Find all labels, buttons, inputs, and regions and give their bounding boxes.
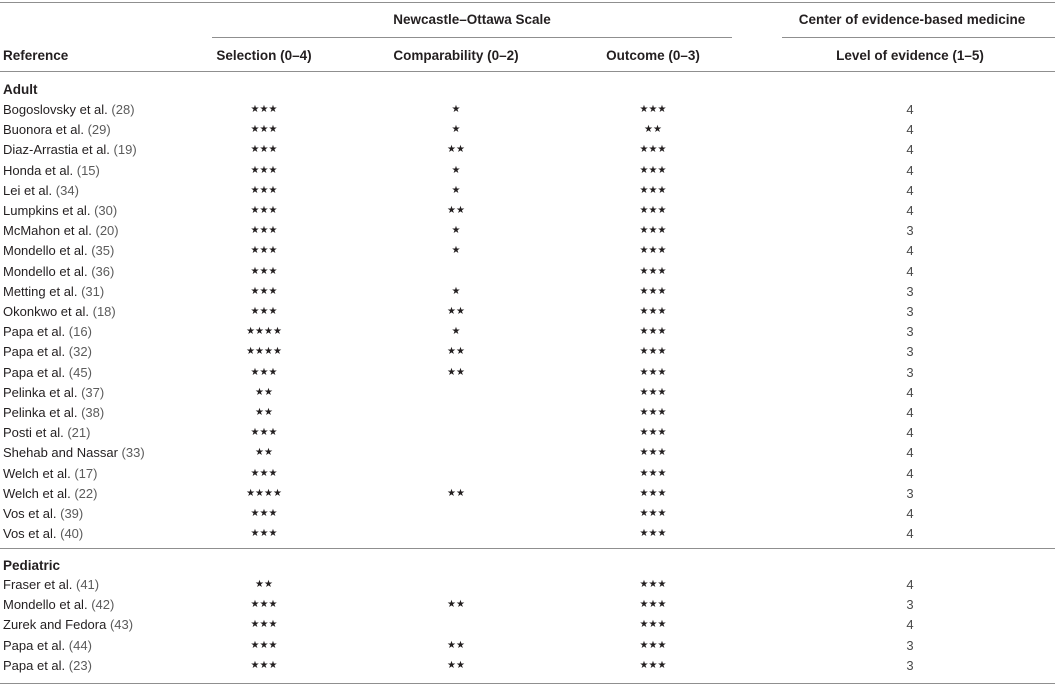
reference-cell [3,181,79,201]
reference-name: Welch et al. [3,485,71,501]
comparability-stars: ★★ [447,144,465,156]
reference-name: Shehab and Nassar [3,445,118,461]
comparability-stars [380,383,532,403]
level-of-evidence: 4 [906,263,914,279]
selection-stars: ★★★★ [246,346,282,358]
table-row [0,120,1055,140]
reference-cell [3,363,92,383]
reference-cell [3,403,104,423]
citation-number: (21) [67,425,91,441]
reference-cell [3,524,83,544]
comparability-stars [380,423,532,443]
level-of-evidence: 4 [906,203,914,218]
outcome-stars: ★★★ [639,184,667,196]
reference-cell [3,120,111,140]
selection-stars: ★★★ [250,164,278,176]
citation-number: (32) [68,344,92,360]
reference-name: Posti et al. [3,425,64,441]
table-row [0,504,1055,524]
reference-name: Mondello et al. [3,597,88,613]
reference-cell [3,615,133,635]
citation-number: (45) [68,364,92,380]
level-of-evidence: 4 [906,182,914,198]
level-of-evidence: 4 [906,243,914,259]
reference-name: Papa et al. [3,637,66,653]
selection-stars: ★★★ [250,619,278,631]
reference-name: Zurek and Fedora [3,617,107,633]
level-of-evidence: 4 [906,526,914,542]
reference-name: Vos et al. [3,526,57,542]
table-row [0,100,1055,120]
outcome-stars: ★★★ [639,346,667,358]
comparability-stars: ★★ [447,205,465,216]
selection-stars: ★★★ [250,508,278,519]
citation-number: (28) [111,102,135,117]
reference-cell [3,423,90,443]
top-rule [0,2,1055,3]
level-of-evidence: 3 [906,344,914,360]
group-header-cebm: Center of evidence-based medicine [798,12,1026,27]
reference-name: Pelinka et al. [3,384,78,400]
outcome-stars: ★★★ [639,245,667,257]
citation-number: (40) [60,526,84,542]
level-of-evidence: 3 [906,364,914,380]
reference-name: Mondello et al. [3,243,88,259]
section-title-adult: Adult [3,82,38,97]
citation-number: (41) [75,577,100,592]
level-of-evidence: 4 [906,405,914,420]
reference-name: Papa et al. [3,344,66,360]
reference-cell [3,221,119,241]
table-row [0,595,1055,615]
citation-number: (17) [74,465,98,481]
citation-number: (39) [60,506,84,521]
selection-stars: ★★★ [250,104,278,115]
column-header-level: Level of evidence (1–5) [836,48,984,63]
table-row [0,363,1055,383]
table-row [0,464,1055,484]
comparability-stars: ★★ [447,487,465,499]
comparability-stars: ★★ [447,639,465,651]
outcome-stars: ★★★ [639,528,667,540]
table-row [0,423,1055,443]
section-divider-rule [0,548,1055,549]
outcome-stars: ★★★ [639,599,667,611]
citation-number: (30) [94,203,118,218]
reference-cell [3,140,137,160]
comparability-stars [380,443,532,463]
reference-cell [3,262,114,282]
reference-cell [3,504,83,524]
table-row [0,403,1055,423]
level-of-evidence: 4 [906,142,914,158]
citation-number: (15) [76,162,100,178]
table-row [0,282,1055,302]
selection-stars: ★★ [255,407,273,418]
reference-name: Pelinka et al. [3,405,78,420]
reference-cell [3,241,114,261]
outcome-stars: ★★★ [639,306,667,317]
comparability-stars: ★ [451,245,461,257]
reference-cell [3,656,92,676]
level-of-evidence: 4 [906,465,914,481]
selection-stars: ★★★ [250,528,278,540]
outcome-stars: ★★★ [639,467,667,479]
level-of-evidence: 4 [906,162,914,178]
comparability-stars: ★ [451,285,461,297]
selection-stars: ★★★ [250,306,278,317]
table-row [0,201,1055,221]
reference-name: Papa et al. [3,324,66,340]
table-row [0,181,1055,201]
citation-number: (20) [95,223,119,239]
nos-group-rule [212,37,732,38]
level-of-evidence: 3 [906,304,914,319]
level-of-evidence: 4 [906,617,914,633]
outcome-stars: ★★★ [639,407,667,418]
column-header-outcome: Outcome (0–3) [606,48,700,63]
reference-name: Vos et al. [3,506,57,521]
reference-name: Buonora et al. [3,122,84,138]
citation-number: (23) [68,657,92,673]
citation-number: (16) [68,324,92,340]
level-of-evidence: 3 [906,637,914,653]
comparability-stars: ★ [451,164,461,176]
citation-number: (18) [92,304,116,319]
bottom-rule [0,683,1055,684]
citation-number: (35) [91,243,115,259]
column-header-comparability: Comparability (0–2) [393,48,519,63]
reference-cell [3,322,92,342]
citation-number: (19) [113,142,137,158]
reference-cell [3,161,100,181]
table-row [0,443,1055,463]
table-row [0,636,1055,656]
reference-name: Okonkwo et al. [3,304,89,319]
level-of-evidence: 4 [906,445,914,461]
reference-cell [3,100,135,120]
citation-number: (43) [109,617,134,633]
outcome-stars: ★★★ [639,639,667,651]
outcome-stars: ★★ [644,124,662,136]
reference-cell [3,282,104,302]
outcome-stars: ★★★ [639,619,667,631]
outcome-stars: ★★★ [639,487,667,499]
outcome-stars: ★★★ [639,508,667,519]
reference-cell [3,383,104,403]
table-row [0,302,1055,322]
reference-name: Papa et al. [3,364,66,380]
comparability-stars [380,504,532,524]
selection-stars: ★★★ [250,184,278,196]
reference-cell [3,201,117,221]
level-of-evidence: 4 [906,506,914,521]
table-row [0,140,1055,160]
comparability-stars: ★★ [447,599,465,611]
reference-cell [3,595,114,615]
outcome-stars: ★★★ [639,326,667,338]
comparability-stars: ★★ [447,346,465,358]
outcome-stars: ★★★ [639,104,667,115]
selection-stars: ★★ [255,386,273,398]
selection-stars: ★★★ [250,265,278,277]
table-row [0,322,1055,342]
reference-name: Fraser et al. [3,577,73,592]
comparability-stars [380,262,532,282]
table-row [0,262,1055,282]
level-of-evidence: 3 [906,324,914,340]
citation-number: (42) [91,597,115,613]
selection-stars: ★★★★ [246,326,282,338]
reference-name: Lei et al. [3,182,53,198]
comparability-stars: ★ [451,326,461,338]
level-of-evidence: 4 [906,425,914,441]
section-title-pediatric: Pediatric [3,558,61,573]
citation-number: (37) [81,384,105,400]
level-of-evidence: 4 [906,102,914,117]
level-of-evidence: 3 [906,223,914,239]
citation-number: (33) [121,445,145,461]
selection-stars: ★★★ [250,245,278,257]
selection-stars: ★★★ [250,366,278,378]
selection-stars: ★★★ [250,144,278,156]
reference-name: Metting et al. [3,283,78,299]
reference-cell [3,636,92,656]
citation-number: (31) [81,283,105,299]
table-row [0,221,1055,241]
selection-stars: ★★★ [250,639,278,651]
table-row [0,383,1055,403]
selection-stars: ★★ [255,447,273,459]
reference-cell [3,342,92,362]
selection-stars: ★★★★ [246,487,282,499]
outcome-stars: ★★★ [639,386,667,398]
comparability-stars: ★ [451,184,461,196]
reference-cell [3,484,97,504]
outcome-stars: ★★★ [639,579,667,590]
reference-name: Diaz-Arrastia et al. [3,142,110,158]
comparability-stars: ★ [451,104,461,115]
table-row [0,342,1055,362]
reference-name: McMahon et al. [3,223,92,239]
level-of-evidence: 3 [906,283,914,299]
comparability-stars: ★ [451,225,461,237]
outcome-stars: ★★★ [639,285,667,297]
comparability-stars [380,615,532,635]
group-header-nos: Newcastle–Ottawa Scale [393,12,551,27]
citation-number: (38) [81,405,105,420]
comparability-stars [380,575,532,595]
selection-stars: ★★★ [250,225,278,237]
reference-cell [3,302,116,322]
outcome-stars: ★★★ [639,366,667,378]
selection-stars: ★★★ [250,427,278,439]
outcome-stars: ★★★ [639,659,667,671]
comparability-stars: ★★ [447,659,465,671]
outcome-stars: ★★★ [639,447,667,459]
comparability-stars: ★★ [447,366,465,378]
table-row [0,241,1055,261]
selection-stars: ★★★ [250,205,278,216]
selection-stars: ★★★ [250,659,278,671]
level-of-evidence: 4 [906,577,914,592]
citation-number: (29) [87,122,111,138]
comparability-stars: ★ [451,124,461,136]
table-row [0,484,1055,504]
level-of-evidence: 4 [906,384,914,400]
reference-name: Bogoslovsky et al. [3,102,108,117]
reference-cell [3,443,145,463]
outcome-stars: ★★★ [639,144,667,156]
outcome-stars: ★★★ [639,265,667,277]
outcome-stars: ★★★ [639,225,667,237]
reference-name: Mondello et al. [3,263,88,279]
citation-number: (34) [55,182,79,198]
citation-number: (22) [74,485,98,501]
reference-name: Papa et al. [3,657,66,673]
header-bottom-rule [0,71,1055,72]
selection-stars: ★★ [255,579,273,590]
cebm-group-rule [782,37,1055,38]
reference-cell [3,464,97,484]
table-row [0,656,1055,676]
comparability-stars [380,403,532,423]
column-header-reference: Reference [3,48,69,63]
reference-name: Honda et al. [3,162,74,178]
citation-number: (44) [68,637,92,653]
selection-stars: ★★★ [250,467,278,479]
table-row [0,524,1055,544]
table-row [0,615,1055,635]
outcome-stars: ★★★ [639,205,667,216]
table-row [0,575,1055,595]
citation-number: (36) [91,263,115,279]
selection-stars: ★★★ [250,599,278,611]
outcome-stars: ★★★ [639,427,667,439]
reference-name: Lumpkins et al. [3,203,91,218]
column-header-selection: Selection (0–4) [216,48,312,63]
level-of-evidence: 4 [906,122,914,138]
comparability-stars: ★★ [447,306,465,317]
level-of-evidence: 3 [906,657,914,673]
selection-stars: ★★★ [250,124,278,136]
comparability-stars [380,464,532,484]
comparability-stars [380,524,532,544]
selection-stars: ★★★ [250,285,278,297]
level-of-evidence: 3 [906,485,914,501]
reference-name: Welch et al. [3,465,71,481]
table-row [0,161,1055,181]
level-of-evidence: 3 [906,597,914,613]
reference-cell [3,575,99,595]
outcome-stars: ★★★ [639,164,667,176]
